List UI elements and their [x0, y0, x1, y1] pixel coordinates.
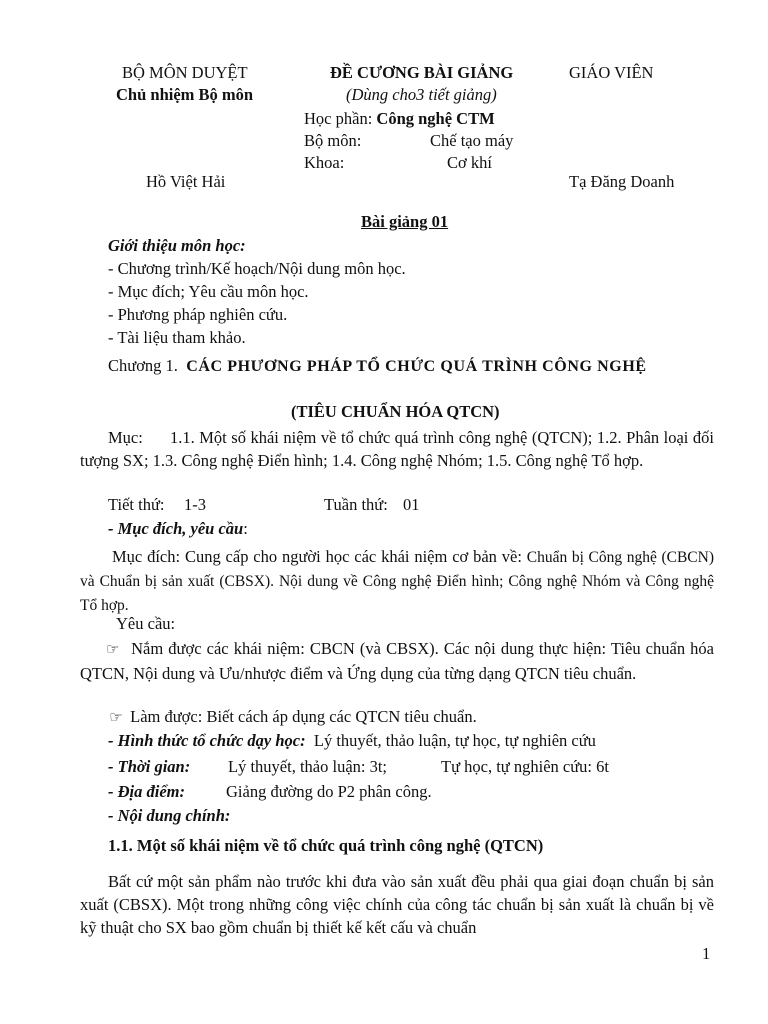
time-value-theory: Lý thuyết, thảo luận: 3t; — [228, 757, 388, 776]
course-line — [304, 109, 495, 129]
section-text: 1.1. Một số khái niệm về tổ chức quá trình công nghệ (QTCN); 1.2. Phân loại đối tượng SX; 1.3. Công nghệ Điển hình; 1.4. Công nghệ Nhóm; 1.5. Công nghệ Tổ hợp. — [80, 428, 714, 470]
pointing-hand-icon: ☞ — [109, 710, 123, 726]
chapter-prefix: Chương 1. — [108, 356, 178, 375]
intro-item: - Tài liệu tham khảo. — [108, 328, 246, 347]
place-value: Giảng đường do P2 phân công. — [226, 782, 432, 801]
dept-label: Bộ môn: — [304, 131, 362, 150]
right-header-title: GIÁO VIÊN — [569, 63, 654, 82]
teaching-method-label: - Hình thức tổ chức dạy học: — [108, 731, 306, 750]
pointing-hand-icon: ☞ — [106, 642, 120, 658]
section-1-1-heading: 1.1. Một số khái niệm về tổ chức quá trình công nghệ (QTCN) — [108, 836, 544, 855]
intro-heading: Giới thiệu môn học: — [108, 236, 246, 255]
requirement-label: Yêu cầu: — [116, 614, 176, 633]
teaching-method-value: Lý thuyết, thảo luận, tự học, tự nghiên cứu — [313, 731, 596, 750]
period-label: Tiết thứ: — [108, 495, 165, 514]
period-value: 1-3 — [184, 495, 206, 514]
faculty-label: Khoa: — [304, 153, 345, 172]
chapter-heading — [80, 355, 714, 378]
faculty-value: Cơ khí — [447, 153, 492, 172]
purpose-label: Mục đích: Cung cấp cho người học các khái niệm cơ bản về: — [112, 547, 527, 566]
main-content-heading: - Nội dung chính: — [108, 806, 231, 825]
approver-name: Hồ Việt Hải — [146, 172, 226, 191]
purpose-colon: : — [243, 519, 248, 538]
purpose-paragraph — [80, 545, 714, 617]
lecture-title: Bài giảng 01 — [361, 212, 449, 231]
time-value-self-study: Tự học, tự nghiên cứu: 6t — [441, 757, 609, 776]
purpose-heading-line — [108, 519, 248, 539]
document-subtitle: (Dùng cho3 tiết giảng) — [346, 85, 497, 104]
week-value: 01 — [403, 495, 420, 514]
teaching-method — [108, 731, 596, 751]
course-value: Công nghệ CTM — [376, 109, 495, 128]
chapter-title: CÁC PHƯƠNG PHÁP TỔ CHỨC QUÁ TRÌNH CÔNG NGHỆ — [186, 358, 647, 375]
section-list — [80, 426, 714, 472]
purpose-text: Chuẩn bị Công nghệ (CBCN) và Chuẩn bị sản xuất (CBSX). Nội dung về Công nghệ Điển hình; Công nghệ Nhóm và Công nghệ Tổ hợp. — [80, 549, 714, 614]
intro-item: - Mục đích; Yêu cầu môn học. — [108, 282, 309, 301]
requirement-item-1 — [80, 637, 714, 685]
page-number: 1 — [702, 944, 711, 963]
requirement-text: Nắm được các khái niệm: CBCN (và CBSX). Các nội dung thực hiện: Tiêu chuẩn hóa QTCN, Nội dung và Ưu/nhược điểm và Ứng dụng của từng dạng QTCN tiêu chuẩn. — [80, 639, 715, 683]
left-header-title: BỘ MÔN DUYỆT — [122, 63, 248, 82]
intro-item: - Chương trình/Kế hoạch/Nội dung môn học. — [108, 259, 406, 278]
dept-value: Chế tạo máy — [430, 131, 514, 150]
time-label: - Thời gian: — [108, 757, 191, 776]
section-1-1-text: Bất cứ một sản phẩm nào trước khi đưa vào sản xuất đều phải qua giai đoạn chuẩn bị sản xuất (CBSX). Một trong những công việc chính của công tác chuẩn bị sản xuất là chuẩn bị về kỹ thuật cho SX bao gồm chuẩn bị thiết kế kết cấu và chuẩn — [80, 872, 714, 937]
teacher-name: Tạ Đăng Doanh — [569, 172, 675, 191]
section-label: Mục: — [108, 428, 143, 447]
intro-item: - Phương pháp nghiên cứu. — [108, 305, 288, 324]
purpose-heading: - Mục đích, yêu cầu — [108, 519, 244, 538]
section-1-1-paragraph — [80, 870, 714, 939]
course-label: Học phần: — [304, 109, 377, 128]
chapter-subtitle: (TIÊU CHUẨN HÓA QTCN) — [291, 402, 500, 421]
left-header-subtitle: Chủ nhiệm Bộ môn — [116, 85, 254, 104]
document-title: ĐỀ CƯƠNG BÀI GIẢNG — [330, 63, 514, 82]
week-label: Tuần thứ: — [324, 495, 388, 514]
place-label: - Địa điểm: — [108, 782, 185, 801]
requirement-item-2 — [106, 707, 477, 727]
requirement-text: Làm được: Biết cách áp dụng các QTCN tiêu chuẩn. — [130, 707, 477, 726]
